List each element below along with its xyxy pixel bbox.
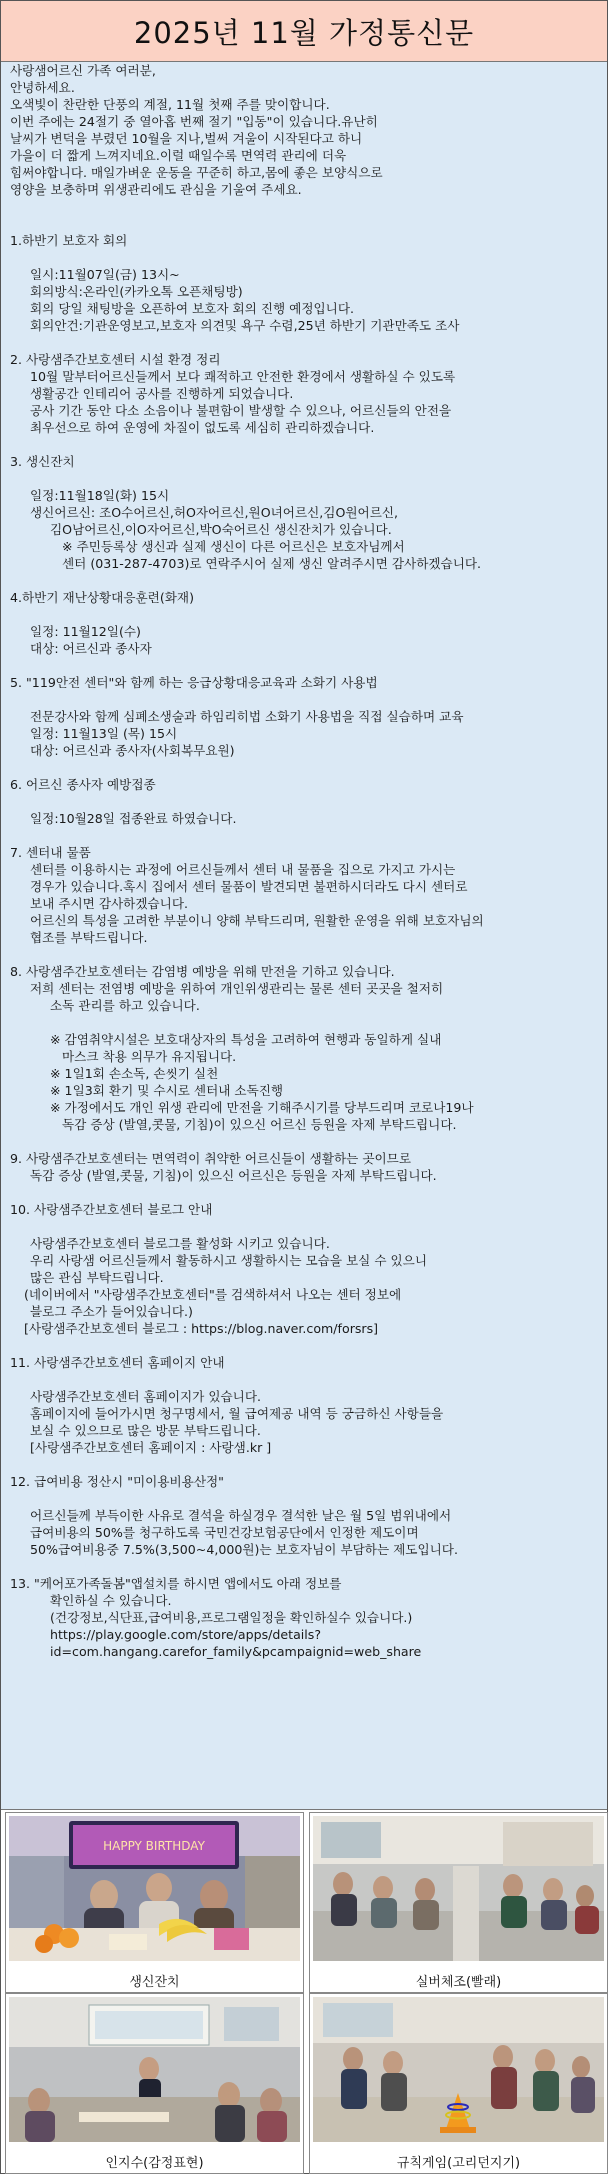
section-line: 50%급여비용중 7.5%(3,500~4,000원)는 보호자님이 부담하는 제도입니다. (30, 1542, 458, 1557)
section-line: 보내 주시면 감사하겠습니다. (30, 896, 188, 911)
section-line: 일정: 11월12일(수) (30, 624, 141, 639)
app-link[interactable]: https://play.google.com/store/apps/details? (50, 1627, 322, 1642)
section-heading: 4.하반기 재난상황대응훈련(화재) (10, 590, 194, 605)
section-line: 공사 기간 동안 다소 소음이나 불편함이 발생할 수 있으나, 어르신들의 안전을 (30, 403, 452, 418)
section-line: 생신어르신: 조O수어르신,허O자어르신,원O녀어르신,김O원어르신, (30, 505, 399, 520)
section-infection-control (10, 963, 601, 1133)
section-fire-drill (10, 589, 601, 657)
section-line: 10월 말부터어르신들께서 보다 쾌적하고 안전한 환경에서 생활하실 수 있도록 (30, 369, 456, 384)
section-heading: 1.하반기 보호자 회의 (10, 233, 128, 248)
section-heading: 6. 어르신 종사자 예방접종 (10, 777, 156, 792)
section-line: 회의안건:기관운영보고,보호자 의견및 욕구 수렴,25년 하반기 기관만족도 조사 (30, 318, 460, 333)
section-line: 소독 관리를 하고 있습니다. (50, 998, 200, 1013)
section-line: 홈페이지에 들어가시면 청구명세서, 월 급여제공 내역 등 궁금하신 사항들을 (30, 1406, 444, 1421)
section-note: ※ 1일1회 손소독, 손씻기 실천 (50, 1066, 219, 1081)
homepage-link[interactable]: [사랑샘주간보호센터 홈페이지 : 사랑샘.kr ] (30, 1440, 272, 1455)
birthday-photo (9, 1816, 300, 1961)
section-homepage (10, 1354, 601, 1456)
section-line: 확인하실 수 있습니다. (50, 1593, 172, 1608)
section-heading: 3. 생신잔치 (10, 454, 75, 469)
section-line: 우리 사랑샘 어르신들께서 활동하시고 생활하시는 모습을 보실 수 있으니 (30, 1253, 427, 1268)
section-line: 일정:11월18일(화) 15시 (30, 488, 170, 503)
title-banner (1, 1, 607, 62)
cognitive-photo (9, 1997, 300, 2142)
intro-line: 사랑샘어르신 가족 여러분, (10, 63, 156, 78)
section-line: 급여비용의 50%를 청구하도록 국민건강보험공단에서 인정한 제도이며 (30, 1525, 419, 1540)
ring-toss-photo (313, 1997, 604, 2142)
section-heading: 11. 사랑샘주간보호센터 홈페이지 안내 (10, 1355, 225, 1370)
notice-body (1, 62, 607, 1810)
section-line: 일정: 11월13일 (목) 15시 (30, 726, 178, 741)
section-line: 생활공간 인테리어 공사를 진행하게 되었습니다. (30, 386, 294, 401)
section-line: 최우선으로 하여 운영에 차질이 없도록 세심히 관리하겠습니다. (30, 420, 375, 435)
section-heading: 2. 사랑샘주간보호센터 시설 환경 정리 (10, 352, 221, 367)
section-note: 독감 증상 (발열,콧물, 기침)이 있으신 어르신 등원을 자제 부탁드립니다. (62, 1117, 457, 1132)
intro-line: 이번 주에는 24절기 중 열아홉 번째 절기 "입동"이 있습니다.유난히 (10, 114, 378, 129)
section-center-items (10, 844, 601, 946)
blog-link[interactable]: [사랑샘주간보호센터 블로그 : https://blog.naver.com/forsrs] (24, 1321, 379, 1336)
section-note: ※ 주민등록상 생신과 실제 생신이 다른 어르신은 보호자님께서 (62, 539, 405, 554)
intro-line: 가을이 더 짧게 느껴지네요.이럴 때일수록 면역력 관리에 더욱 (10, 148, 347, 163)
section-line: 사랑샘주간보호센터 블로그를 활성화 시키고 있습니다. (30, 1236, 330, 1251)
section-facility (10, 351, 601, 436)
section-line: 회의 당일 채팅방을 오픈하여 보호자 회의 진행 예정입니다. (30, 301, 354, 316)
section-heading: 13. "케어포가족돌봄"앱설치를 하시면 앱에서도 아래 정보를 (10, 1576, 342, 1591)
page-title: 2025년 11월 가정통신문 (133, 15, 475, 50)
section-absence-fee (10, 1473, 601, 1558)
photo-cognitive-activity (5, 1993, 304, 2174)
photo-caption: 실버체조(빨래) (415, 1975, 502, 1990)
section-line: 센터를 이용하시는 과정에 어르신들께서 센터 내 물품을 집으로 가지고 가시는 (30, 862, 456, 877)
section-line: 사랑샘주간보호센터 홈페이지가 있습니다. (30, 1389, 261, 1404)
section-line: 보실 수 있으므로 많은 방문 부탁드립니다. (30, 1423, 261, 1438)
app-link[interactable]: id=com.hangang.carefor_family&pcampaignid=web_share (50, 1644, 422, 1659)
photo-caption: 생신잔치 (129, 1975, 180, 1990)
photo-caption: 규칙게임(고리던지기) (396, 2156, 521, 2171)
section-line: 대상: 어르신과 종사자(사회복무요원) (30, 743, 235, 758)
section-note: 마스크 착용 의무가 유지됩니다. (62, 1049, 237, 1064)
section-note: 센터 (031-287-4703)로 연락주시어 실제 생신 알려주시면 감사하겠습니다. (62, 556, 482, 571)
section-blog (10, 1201, 601, 1337)
photo-caption: 인지수(감정표현) (105, 2156, 204, 2171)
intro-line: 오색빛이 찬란한 단풍의 계절, 11월 첫째 주를 맞이합니다. (10, 97, 330, 112)
section-line: 많은 관심 부탁드립니다. (30, 1270, 164, 1285)
section-line: 김O남어르신,이O자어르신,박O숙어르신 생신잔치가 있습니다. (50, 522, 392, 537)
section-heading: 8. 사랑샘주간보호센터는 감염병 예방을 위해 만전을 기하고 있습니다. (10, 964, 395, 979)
section-vaccination (10, 776, 601, 827)
photo-gallery (1, 1810, 607, 2173)
section-heading: 5. "119안전 센터"와 함께 하는 응급상황대응교육과 소화기 사용법 (10, 675, 378, 690)
section-note: ※ 감염취약시설은 보호대상자의 특성을 고려하여 현행과 동일하게 실내 (50, 1032, 442, 1047)
section-line: 회의방식:온라인(카카오톡 오픈채팅방) (30, 284, 243, 299)
section-line: 블로그 주소가 들어있습니다.) (30, 1304, 193, 1319)
section-line: 경우가 있습니다.혹시 집에서 센터 물품이 발견되면 불편하시더라도 다시 센터로 (30, 879, 468, 894)
section-note: ※ 1일3회 환기 및 수시로 센터내 소독진행 (50, 1083, 284, 1098)
section-birthday (10, 453, 601, 572)
section-heading: 10. 사랑샘주간보호센터 블로그 안내 (10, 1202, 213, 1217)
section-line: 일시:11월07일(금) 13시~ (30, 267, 180, 282)
section-line: 어르신의 특성을 고려한 부분이니 양해 부탁드리며, 원활한 운영을 위해 보호자님의 (30, 913, 484, 928)
photo-ring-toss (309, 1993, 608, 2174)
intro-line: 안녕하세요. (10, 80, 75, 95)
section-line: 일정:10월28일 접종완료 하였습니다. (30, 811, 237, 826)
section-heading: 9. 사랑샘주간보호센터는 면역력이 취약한 어르신들이 생활하는 곳이므로 (10, 1151, 412, 1166)
intro-line: 날씨가 변덕을 부렸던 10월을 지나,벌써 겨울이 시작된다고 하니 (10, 131, 363, 146)
intro-line: 영양을 보충하며 위생관리에도 관심을 기울여 주세요. (10, 182, 302, 197)
section-line: 독감 증상 (발열,콧물, 기침)이 있으신 어르신은 등원을 자제 부탁드립니다. (30, 1168, 437, 1183)
section-note: ※ 가정에서도 개인 위생 관리에 만전을 기해주시기를 당부드리며 코로나19나 (50, 1100, 474, 1115)
birthday-banner-text: HAPPY BIRTHDAY (103, 1839, 205, 1853)
section-line: (네이버에서 "사랑샘주간보호센터"를 검색하셔서 나오는 센터 정보에 (24, 1287, 402, 1302)
intro-section (10, 62, 601, 198)
section-heading: 7. 센터내 물품 (10, 845, 91, 860)
section-emergency-training (10, 674, 601, 759)
section-heading: 12. 급여비용 정산시 "미이용비용산정" (10, 1474, 224, 1489)
section-app (10, 1575, 601, 1660)
exercise-photo (313, 1816, 604, 1961)
section-line: (건강정보,식단표,급여비용,프로그램일정을 확인하실수 있습니다.) (50, 1610, 413, 1625)
section-line: 저희 센터는 전염병 예방을 위하여 개인위생관리는 물론 센터 곳곳을 철저히 (30, 981, 444, 996)
section-line: 대상: 어르신과 종사자 (30, 641, 152, 656)
photo-birthday-party (5, 1812, 304, 1993)
section-guardian-meeting (10, 232, 601, 334)
section-flu-notice (10, 1150, 601, 1184)
section-line: 어르신들께 부득이한 사유로 결석을 하실경우 결석한 날은 월 5일 범위내에서 (30, 1508, 452, 1523)
intro-line: 힘써야합니다. 매일가벼운 운동을 꾸준히 하고,몸에 좋은 보양식으로 (10, 165, 383, 180)
section-line: 전문강사와 함께 심폐소생술과 하임리히법 소화기 사용법을 직접 실습하며 교육 (30, 709, 464, 724)
photo-silver-exercise (309, 1812, 608, 1993)
section-line: 협조를 부탁드립니다. (30, 930, 148, 945)
